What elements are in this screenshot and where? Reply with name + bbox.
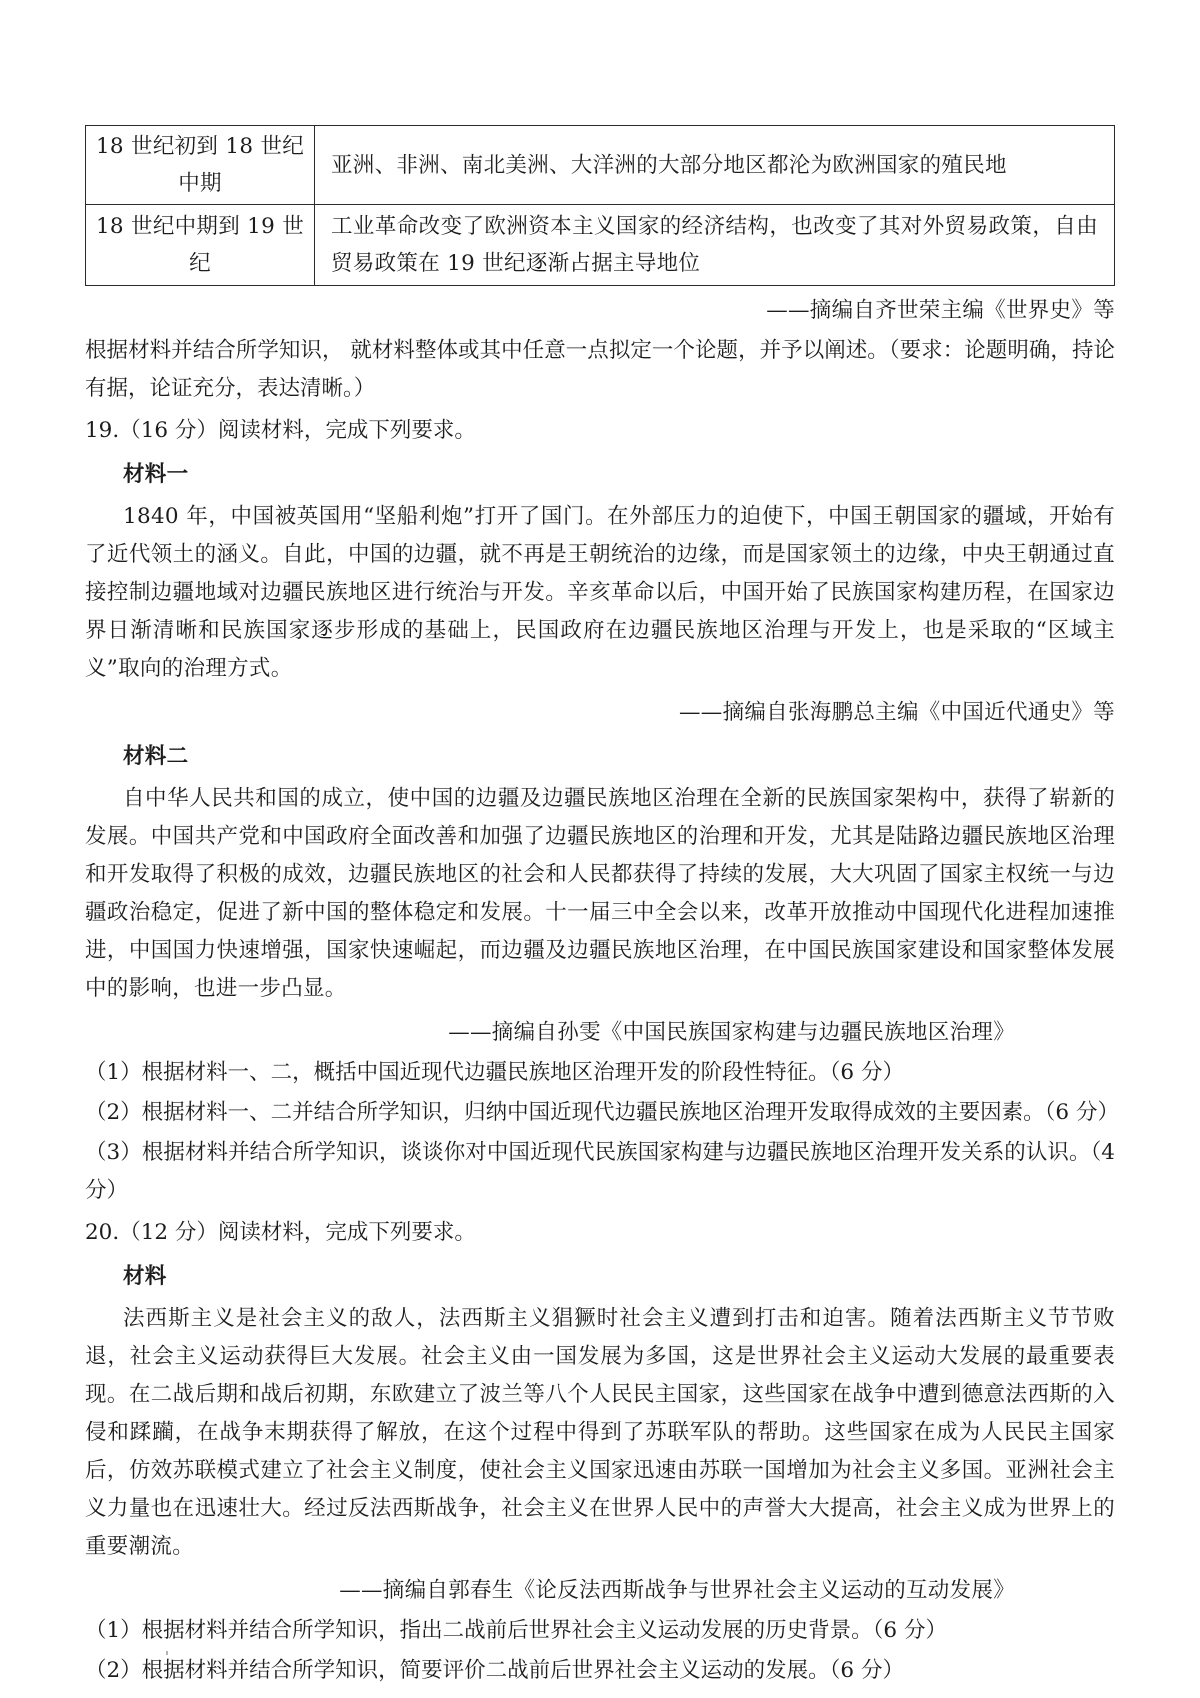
question-20-subquestion-1: （1）根据材料并结合所学知识，指出二战前后世界社会主义运动发展的历史背景。（6 分） bbox=[85, 1618, 947, 1643]
table-cell-period-2: 18 世纪中期到 19 世纪 bbox=[86, 205, 315, 286]
table-source-attribution: ——摘编自齐世荣主编《世界史》等 bbox=[766, 298, 1115, 323]
question-19-header: 19.（16 分）阅读材料，完成下列要求。 bbox=[85, 418, 476, 443]
scan-artifact-dot bbox=[166, 1651, 168, 1655]
table-row bbox=[86, 205, 1115, 286]
timeline-table bbox=[85, 125, 1115, 286]
question-19-subquestion-3: （3）根据材料并结合所学知识，谈谈你对中国近现代民族国家构建与边疆民族地区治理开发关系的认识。（4 分） bbox=[85, 1140, 1115, 1203]
question-19-subquestion-2: （2）根据材料一、二并结合所学知识，归纳中国近现代边疆民族地区治理开发取得成效的主要因素。（6 分） bbox=[85, 1100, 1119, 1125]
question-19-subquestion-1: （1）根据材料一、二，概括中国近现代边疆民族地区治理开发的阶段性特征。（6 分） bbox=[85, 1060, 904, 1085]
table-row bbox=[86, 126, 1115, 205]
material-2-source-attribution: ——摘编自孙雯《中国民族国家构建与边疆民族地区治理》 bbox=[448, 1020, 1015, 1045]
material-2-text: 自中华人民共和国的成立，使中国的边疆及边疆民族地区治理在全新的民族国家架构中，获得了崭新的发展。中国共产党和中国政府全面改善和加强了边疆民族地区的治理和开发，尤其是陆路边疆民族地区治理和开发取得了积极的成效，边疆民族地区的社会和人民都获得了持续的发展，大大巩固了国家主权统一与边疆政治稳定，促进了新中国的整体稳定和发展。十一届三中全会以来，改革开放推动中国现代化进程加速推进，中国国力快速增强，国家快速崛起，而边疆及边疆民族地区治理，在中国民族国家建设和国家整体发展中的影响，也进一步凸显。 bbox=[85, 786, 1115, 1001]
material-source-attribution: ——摘编自郭春生《论反法西斯战争与世界社会主义运动的互动发展》 bbox=[339, 1578, 1015, 1603]
table-cell-description-1: 亚洲、非洲、南北美洲、大洋洲的大部分地区都沦为欧洲国家的殖民地 bbox=[315, 126, 1115, 205]
material-2-label: 材料二 bbox=[123, 744, 189, 769]
material-text: 法西斯主义是社会主义的敌人，法西斯主义猖獗时社会主义遭到打击和迫害。随着法西斯主义节节败退，社会主义运动获得巨大发展。社会主义由一国发展为多国，这是世界社会主义运动大发展的最重要表现。在二战后期和战后初期，东欧建立了波兰等八个人民民主国家，这些国家在战争中遭到德意法西斯的入侵和蹂躏，在战争末期获得了解放，在这个过程中得到了苏联军队的帮助。这些国家在成为人民民主国家后，仿效苏联模式建立了社会主义制度，使社会主义国家迅速由苏联一国增加为社会主义多国。亚洲社会主义力量也在迅速壮大。经过反法西斯战争，社会主义在世界人民中的声誉大大提高，社会主义成为世界上的重要潮流。 bbox=[85, 1306, 1115, 1559]
task-instruction: 根据材料并结合所学知识， 就材料整体或其中任意一点拟定一个论题，并予以阐述。（要求：论题明确，持论有据，论证充分，表达清晰。） bbox=[85, 338, 1115, 401]
question-20-header: 20.（12 分）阅读材料，完成下列要求。 bbox=[85, 1220, 476, 1245]
material-1-source-attribution: ——摘编自张海鹏总主编《中国近代通史》等 bbox=[678, 700, 1115, 725]
table-cell-period-1: 18 世纪初到 18 世纪中期 bbox=[86, 126, 315, 205]
material-label: 材料 bbox=[123, 1264, 167, 1289]
question-20-subquestion-2: （2）根据材料并结合所学知识，简要评价二战前后世界社会主义运动的发展。（6 分） bbox=[85, 1658, 904, 1683]
material-1-text: 1840 年，中国被英国用“坚船利炮”打开了国门。在外部压力的迫使下，中国王朝国家的疆域，开始有了近代领土的涵义。自此，中国的边疆，就不再是王朝统治的边缘，而是国家领土的边缘，中央王朝通过直接控制边疆地域对边疆民族地区进行统治与开发。辛亥革命以后，中国开始了民族国家构建历程，在国家边界日渐清晰和民族国家逐步形成的基础上，民国政府在边疆民族地区治理与开发上，也是采取的“区域主义”取向的治理方式。 bbox=[85, 504, 1115, 681]
material-1-label: 材料一 bbox=[123, 462, 189, 487]
table-cell-description-2: 工业革命改变了欧洲资本主义国家的经济结构，也改变了其对外贸易政策，自由贸易政策在 19 世纪逐渐占据主导地位 bbox=[315, 205, 1115, 286]
